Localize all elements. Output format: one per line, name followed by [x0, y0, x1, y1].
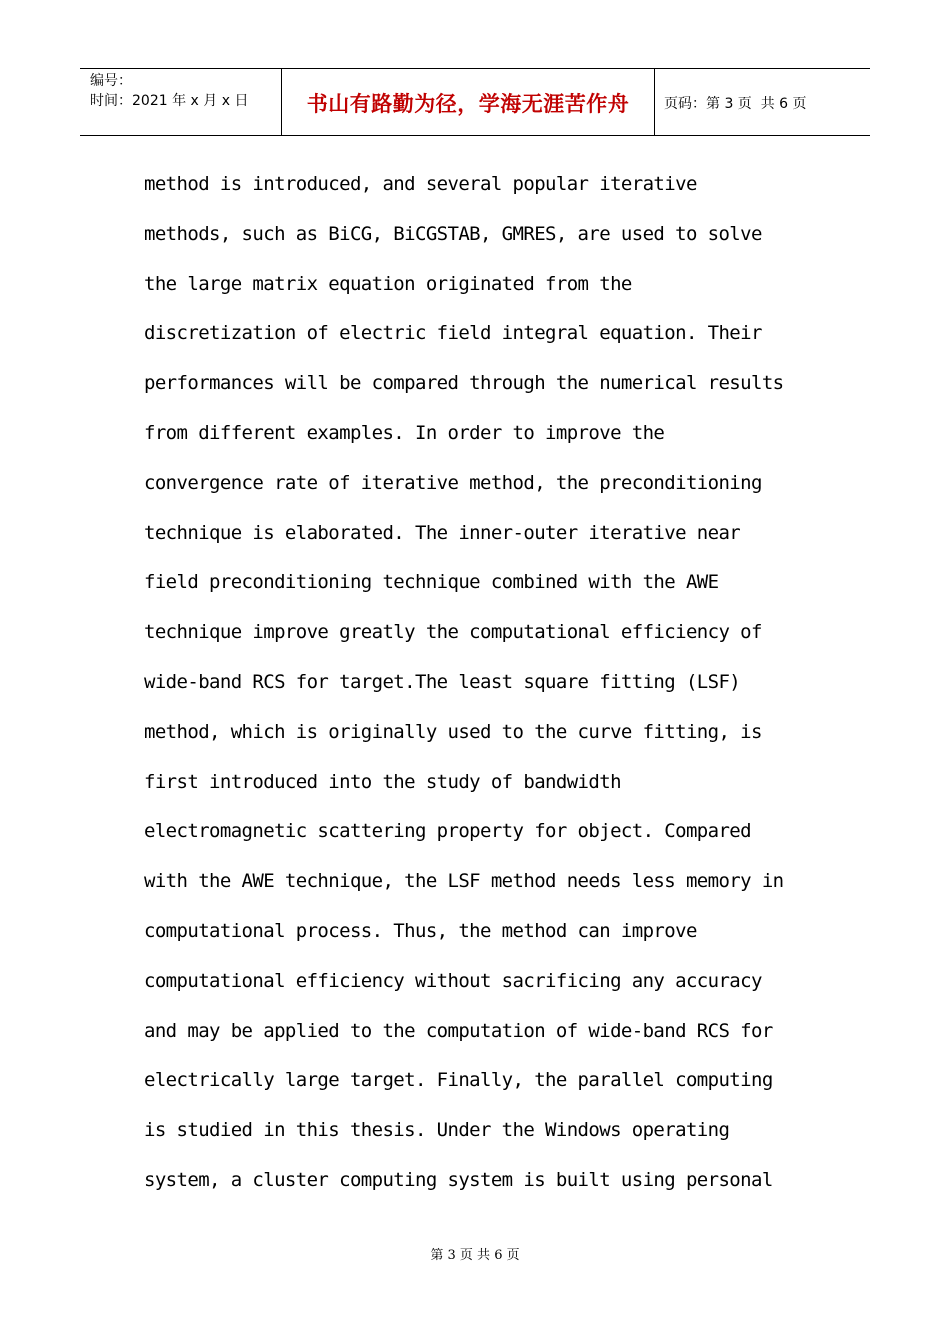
text-line: the large matrix equation originated from the	[144, 272, 632, 295]
text-line: field preconditioning technique combined with the AWE	[144, 571, 719, 594]
text-line: is studied in this thesis. Under the Windows operating	[144, 1119, 730, 1142]
text-line: first introduced into the study of bandwidth	[144, 770, 621, 793]
header-motto: 书山有路勤为径，学海无涯苦作舟	[306, 91, 630, 116]
serial-label: 编号：	[90, 73, 132, 89]
text-line: method is introduced, and several popular iterative	[144, 173, 697, 195]
text-line: system, a cluster computing system is built using personal	[144, 1168, 773, 1191]
header-divider	[654, 69, 655, 136]
text-line: computational process. Thus, the method can improve	[144, 919, 697, 942]
text-line: with the AWE technique, the LSF method needs less memory in	[144, 870, 784, 893]
text-line: methods, such as BiCG, BiCGSTAB, GMRES, are used to solve	[144, 222, 762, 245]
text-line: method, which is originally used to the curve fitting, is	[144, 720, 762, 743]
text-line: electromagnetic scattering property for object. Compared	[144, 820, 751, 843]
text-line: electrically large target. Finally, the parallel computing	[144, 1069, 773, 1092]
text-line: computational efficiency without sacrificing any accuracy	[144, 969, 762, 992]
date-label: 时间：2021 年 x 月 x 日	[90, 93, 249, 109]
text-line: technique is elaborated. The inner-outer iterative near	[144, 521, 741, 544]
text-line: from different examples. In order to improve the	[144, 421, 665, 444]
text-line: performances will be compared through the numerical results	[144, 372, 784, 395]
body-text	[144, 160, 834, 1206]
text-line: technique improve greatly the computational efficiency of	[144, 621, 762, 644]
page-footer: 第 3 页 共 6 页	[430, 1248, 520, 1263]
header-meta	[90, 71, 280, 111]
header-page-info: 页码：第 3 页 共 6 页	[664, 95, 807, 112]
text-line: convergence rate of iterative method, the preconditioning	[144, 471, 762, 494]
text-line: discretization of electric field integral equation. Their	[144, 322, 762, 345]
text-line: and may be applied to the computation of wide-band RCS for	[144, 1019, 773, 1042]
text-line: wide-band RCS for target.The least square fitting (LSF)	[144, 670, 741, 693]
page-header	[80, 68, 870, 136]
